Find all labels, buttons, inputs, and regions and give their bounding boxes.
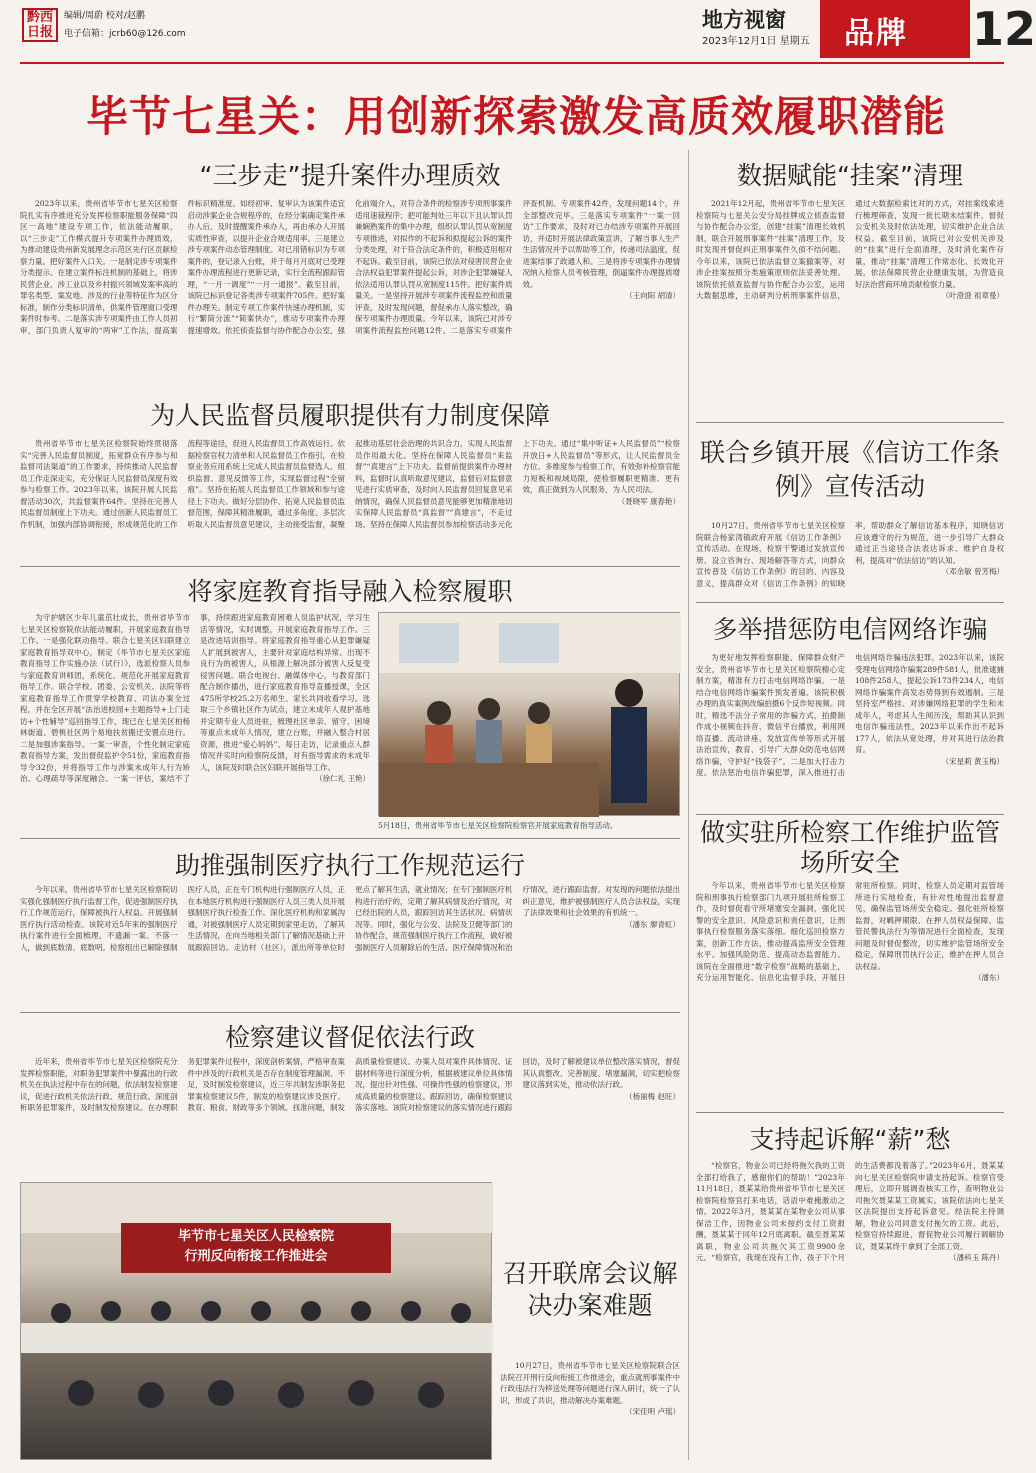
- newspaper-logo: [22, 8, 58, 42]
- article-body-data-case: [696, 198, 1004, 416]
- family-education-caption: 5月18日，贵州省毕节市七星关区检察院检察官开展家庭教育指导活动。: [378, 821, 618, 830]
- section-rule: [20, 838, 680, 839]
- article-title-data-case: 数据赋能“挂案”清理: [737, 161, 963, 190]
- family-education-photo: [378, 612, 680, 816]
- banner-line: 毕节市七星关区人民检察院: [177, 1229, 334, 1244]
- contact-email: 电子信箱：jcrb60@126.com: [64, 29, 186, 39]
- article-paragraph: “检察官，物业公司已经将拖欠我的工资全部打给我了，感谢你们的帮助！”2023年11月18日，聂某某给贵州省毕节市七星关区检察院检察官打来电话，话语中难掩激动之情。2022年3月，聂某某在某物业公司从事保洁工作，因物业公司未按约支付工资报酬，聂某某于同年12月底离职。截至聂某某离职，物业公司共拖欠其工资9900余元。“检察官，我现在没有工作，孩子下个月的生活费都没着落了。”2023年6月，聂某某向七星关区检察院申请支持起诉。检察官受理后，立即开展调查核实工作，查明物业公司拖欠聂某某工资属实。该院依法向七星关区法院提出支持起诉意见。经法院主持调解，物业公司同意支付拖欠的工资。此后，检察官持续跟进，督促物业公司履行调解协议，聂某某终于拿到了全部工资。: [696, 1161, 1004, 1262]
- article-body-joint-meeting: [500, 1360, 680, 1460]
- section-name: 地方视窗: [702, 8, 786, 32]
- article-paragraph: 为守护辖区少年儿童茁壮成长，贵州省毕节市七星关区检察院依法能动履职，开展家庭教育指导工作。一是强化联动指导。联合七星关区妇联建立家庭教育指导双中心，制定《毕节市七星关区家庭教育指导工作实施办法（试行）》，选派检察人员参与家庭教育讲师团，系统化、规范化开展家庭教育指导工作。联合学校、团委、公安机关、法院等将家庭教育指导工作贯穿学校教育、司法办案全过程，并在全区开展“法治进校园+主题指导+上门走访+个性辅导”巡回指导工作，现已在七星关区柏杨林街道、碧桃社区两个易地扶贫搬迁安置点进行。二是加强涉案指导。一案一审查，个性化制定家庭教育指导方案，发出督促监护令51份，家庭教育指导令32份，并将指导工作与涉案未成年人行为矫治、心理疏导等深度融合。一案一评估，案结不了事，持续跟进家庭教育困难人员监护状况，学习生活等情况，实时调整，开展家庭教育指导工作。三是改进培训指导。将家庭教育指导重心从犯罪嫌疑人扩展到被害人，主要针对家庭结构异常、出现不良行为的被害人，从根源上解决部分被害人反复受侵害问题。联合电视台、融媒体中心，与教育部门配合制作播出，进行家庭教育指导直播授课，全区475所学校25.2万名师生、家长共同收看学习。选取三个乡镇社区作为试点，建立未成年人观护基地并定期专业人员进驻，梳理社区单亲、留守、困境等重点未成年人情况，建立台账，并融入整合村居资源，推进“爱心妈妈”、每日走访，记录重点人群情况并实时向检察院反馈，对有指导需求的未成年人，该院及时联合区妇联开展指导工作。: [20, 613, 370, 783]
- article-title-petition: 联合乡镇开展《信访工作条例》宣传活动: [699, 438, 1000, 501]
- article-paragraph: 近年来，贵州省毕节市七星关区检察院充分发挥检察职能，对职务犯罪案件中暴露出的行政机关在执法过程中存在的问题，依法制发检察建议，促进行政机关依法行政、规范行政。深度剖析职务犯罪案件，及时制发检察建议。在办理职务犯罪案件过程中，深度剖析案情，严格审查案件中涉及的行政机关是否存在制度管理漏洞、不足，及时制发检察建议，近三年共制发涉职务犯罪案检察建议5件，制发的检察建议涉及医疗、教育、粮食、财政等多个领域。找准问题，制发高质量检察建议。办案人员对案件具体情况、证据材料等进行深度分析，根据被建议单位具体情况，提出针对性强、可操作性强的检察建议，形成高质量的检察建议。跟踪回访，确保检察建议落实落地。该院对检察建议的落实情况进行跟踪回访，及时了解被建议单位整改落实情况，督促其认真整改、完善制度、堵塞漏洞，切实把检察建议落到实处，推动依法行政。: [20, 1057, 680, 1112]
- article-byline: （叶澄澄 祖章曼）: [941, 291, 1004, 300]
- article-byline: （潘东 廖青虹）: [625, 919, 680, 929]
- section-rule: [696, 1112, 1004, 1113]
- header-rule: [20, 62, 1004, 64]
- banner-line: 行刑反向衔接工作推进会: [184, 1249, 328, 1264]
- section-rule: [20, 566, 680, 567]
- section-rule: [696, 602, 1004, 603]
- editor-credit: 编辑/周蔚 校对/赵鹏: [64, 11, 145, 21]
- article-title-three-steps: “三步走”提升案件办理质效: [199, 161, 501, 190]
- article-byline: （王向阳 胡清）: [625, 291, 680, 300]
- meeting-room-image: [21, 1183, 493, 1461]
- article-paragraph: 2023年以来，贵州省毕节市七星关区检察院扎实有序推进充分发挥检察职能服务保障“四区一高地”建设专项工作，依法能动履职，以“三步走”工作模式提升专项案件办理质效，为推动建设贵州新发展理念示范区先行区贡献检察力量。把好案件入口关。一是制定涉专项案件分类提示。在建立案件标注机制的基础上，将涉民营企业、涉工业以及乡村振兴领域发案率高的罪名类型、案发地、涉及的行业等特征作为区分标准，制作分类标识清单，供案件管理窗口受理案件时参考。二是落实涉专项案件由工作人员初审，部门负责人复审的“两审”工作法，提高案件标识精准度。如经初审、复审认为该案件适宜启动涉案企业合规程序的，在经分案确定案件承办人后，及时提醒案件承办人，再由承办人开展实质性审查，以提升企业合规适用率。三是建立涉专项案件动态管理制度。对已用错标识为专项案件的，登记录入台账，并于每月月底对已受理案件办理流程进行更新记录，实行全流程跟踪管理，“一月一调度”“一月一通报”。截至目前，该院已标识登记各类涉专项案件705件。把好案件办理关。制定专项工作案件快速办理机制，实行“繁简分流”“简案快办”，推动专项案件办理提速增效。依托侦查监督与协作配合办公室，强化前端介入，对符合条件的检察涉专项刑事案件适用速裁程序；把可能判处三年以下且认罪认罚兼娴熟案件的集中办理，组织认罪认罚从宽制度专项推进，对拟作的不起诉和拟提起公诉的案件分类处理，对于符合法定条件的，积极适用相对不起诉。截至目前，该院已依法对侵害民营企业合法权益犯罪案件提起公诉，对涉企犯罪嫌疑人依法适用认罪认罚从宽制度115件。把好案件质量关。一是坚持开展涉专项案件流程监控和质量评查，及时发现问题，督促承办人落实整改，确保专项案件办理质量。今年以来，该院已对涉专项案件流程监控问题12件。二是落实专项案件评查机制。专项案件42件，发现问题14个，并全部整改完毕。三是落实专项案件“一案一回访”工作要求，及时对已办结涉专项案件开展回访，并适时开展法律政策宣讲，了解当事人生产生活情况并予以帮助等工作，传递司法温度，促进案结事了政通人和。三是将涉专项案件办理情况纳入检察人员考核管理，倒逼案件办理提质增效。: [20, 199, 680, 335]
- article-byline: （邓余敏 曾芳梅）: [941, 567, 1004, 576]
- article-byline: （徐仁礼 王艳）: [315, 774, 370, 783]
- page-number: 12: [972, 2, 1036, 56]
- column-divider: [688, 150, 689, 1460]
- article-paragraph: 贵州省毕节市七星关区检察院始终贯彻落实“完善人民监督员制度，拓宽群众有序参与和监督司法渠道”的工作要求，持续推动人民监督员工作走深走实，充分保证人民监督员深度有效参与检察工作。2023年以来，该院开展人民监督活动30次，共监督案件64件。坚持在完善人民监督员制度上下功夫。通过创新人民监督员工作机制，加强内部协调衔接，形成规范化的工作流程等途径，促进人民监督员工作高效运行。依据检察官权力清单和人民监督员工作指引，在检察业务应用系统上完成人民监督员监督选人、组织监督、意见反馈等工作，实现监督过程“全留痕”。坚持在拓展人民监督员工作领域和参与途径上下功夫。做好分层协作、拓宽人民监督员监督范围，保障其精准履职，通过多角度、多层次听取人民监督员意见建议，主动接受监督，凝聚起推动基层社会治理的共识合力，实现人民监督员作用最大化。坚持在保障人民监督员“来监督”“真建言”上下功夫。监督前提供案件办理材料，监督时认真听取意见建议，监督后对监督意见进行实质审查，及时向人民监督员回复意见采纳情况，确保人民监督员意见能够更加精准地切实保障人民监督员“真监督”“真建言”，不走过场。坚持在保障人民监督员参加检察活动多元化上下功夫。通过“集中听证+人民监督员”“检察开放日+人民监督员”等形式，让人民监督员全方位、多维度参与检察工作，有效弥补检察官能力短板和视域局限，使检察履职更精准、更有效，真正做到为人民服务，为人民司法。: [20, 439, 680, 529]
- article-title-detention-center: 做实驻所检察工作维护监管场所安全: [699, 818, 1000, 877]
- article-body-wage-lawsuit: [696, 1160, 1004, 1460]
- article-byline: （宋星莉 黄玉梅）: [941, 756, 1004, 766]
- brand-label: 品牌: [844, 16, 908, 51]
- issue-date: 2023年12月1日 星期五: [702, 36, 810, 47]
- article-body-three-steps: [20, 198, 680, 382]
- section-rule: [696, 422, 1004, 423]
- article-title-people-supervisor: 为人民监督员履职提供有力制度保障: [149, 401, 550, 430]
- article-body-family-education: [20, 612, 370, 832]
- article-paragraph: 2021年12月起，贵州省毕节市七星关区检察院与七星关公安分局挂牌成立侦查监督与协作配合办公室，创建“挂案”清理长效机制，联合开展刑事案件“挂案”清理工作，及时发现并督促纠正刑事案件久侦不结问题。今年以来，该院已依法监督立案撤案等，对涉企挂案按照分类施策原则依法妥善处理。该院依托侦查监督与协作配合办公室，运用大数据思维，主动研判分析刑事案件信息，通过大数据检索比对的方式，对挂案线索进行梳理筛查，发现一批长期未结案件，督促公安机关及时依法处理，切实维护企业合法权益。截至目前，该院已对公安机关涉及的“挂案”进行全面清理，及时消化案件存量，推动“挂案”清理工作常态化、长效化开展，依法保障民营企业健康发展，为营造良好法治营商环境贡献检察力量。: [696, 199, 1004, 300]
- article-byline: （聂晓军 康春艳）: [617, 496, 680, 506]
- article-title-procuratorial-advice: 检察建议督促依法行政: [224, 1023, 475, 1052]
- article-body-procuratorial-advice: [20, 1056, 680, 1172]
- article-byline: （宋佳明 卢瑶）: [625, 1407, 680, 1416]
- article-title-compulsory-medical: 助推强制医疗执行工作规范运行: [174, 851, 525, 880]
- section-rule: [696, 814, 1004, 815]
- article-title-telecom-fraud: 多举措惩防电信网络诈骗: [712, 615, 988, 644]
- article-body-petition: [696, 520, 1004, 596]
- article-byline: （潘东）: [974, 973, 1004, 982]
- article-title-wage-lawsuit: 支持起诉解“薪”愁: [749, 1125, 951, 1154]
- article-byline: （杨丽梅 赵旺）: [625, 1091, 680, 1101]
- main-headline: 毕节七星关：用创新探索激发高质效履职潜能: [85, 92, 946, 141]
- meeting-banner-text: [121, 1227, 391, 1267]
- article-paragraph: 今年以来，贵州省毕节市七星关区检察院切实强化强制医疗执行监督工作，促进强制医疗执行工作规范运行，保障被执行人权益。开展强制医疗执行活动检查。该院对近5年来的强制医疗执行案件进行全面梳理，不遗漏一案、不落一人，做到底数清、底数明。检察组出已解除强制医疗人员，正在专门机构进行强制医疗人员，正在本地医疗机构进行强制医疗人员三类人员开展强制医疗执行检查工作。深化医疗机构和家属沟通，对被强制医疗人员定期到家里走访，了解其生活情况，在向当地相关部门了解情况基础上开展跟踪回访。走访村（社区），派出所等单位时更点了解其生活，就业情况；在专门强制医疗机构进行治疗的，定期了解其病情及治疗情况，对已经出院的人员，跟踪回访其生活状况、病情状况等。同时，强化与公安、法院及卫健等部门的协作配合，规范强制医疗执行工作流程，做好被强制医疗人员解除后的生活、医疗保障情况和治疗情况，进行跟踪监督。对发现的问题依法提出纠正意见，维护被强制医疗人员合法权益，实现了法律效果和社会效果的有机统一。: [20, 885, 680, 952]
- meeting-photo: [20, 1182, 492, 1460]
- article-paragraph: 今年以来，贵州省毕节市七星关区检察院和刑事执行检察部门九项开展驻所检察工作，及时督促看守所堵塞安全漏洞，强化民警的安全意识、风险意识和责任意识，让刑事执行检察服务落实落细。细化巡回检察方案，创新工作方法，推动提高监所安全管理水平。加强风险防范、提高动态监督能力。该院在全面推进“数字检察”战略的基础上，充分运用智能化、信息化监督手段，开展日常驻所检察。同时，检察人员定期对监管场所进行实地检查，有针对性地提出监督意见，确保监管场所安全稳定。强化驻所检察监督，对羁押期限、在押人员权益保障、监管民警执法行为等情况进行全面检查，发现问题及时督促整改，切实维护监管场所安全稳定，保障刑罚执行公正，维护在押人员合法权益。: [696, 881, 1004, 982]
- article-byline: （潘科玉 陈丹）: [949, 1253, 1004, 1262]
- article-paragraph: 10月27日，贵州省毕节市七星关区检察院联合杨家湾镇政府开展《信访工作条例》宣传活动。在现场，检察干警通过发放宣传册、设立咨询台、现场解答等方式，向群众宣传普及《信访工作条例》的目的、内容及意义，提高群众对《信访工作条例》的知晓率，帮助群众了解信访基本程序，知晓信访应该遵守的行为规范，进一步引导广大群众通过正当途径合法表达诉求、维护自身权利，提高对“依法信访”的认知。: [696, 521, 1004, 588]
- logo-text: 黔西日报: [26, 10, 53, 40]
- article-body-telecom-fraud: [696, 652, 1004, 810]
- article-paragraph: 为更好地发挥检察职能、保障群众财产安全，贵州省毕节市七星关区检察院精心定制方案，精准有力打击电信网络诈骗。一是结合电信网络诈骗案件预发普遍、该院积极办理的真实案例改编拍摄6个反诈短视频。同时，精选不法分子常用的诈骗方式，拍摄制作成小视频在抖音、微信平台播放，利用网络直播、流动讲座、发放宣传单等形式开展法治宣传，教育、引导广大群众防范电信网络诈骗，守护好“钱袋子”。二是加大打击力度。依法惩治电信诈骗犯罪，深入推进打击电信网络诈骗违法犯罪。2023年以来，该院受理电信网络诈骗案289件581人，批准逮捕108件258人，提起公诉173件234人，电信网络诈骗案件高发态势得到有效遏制。三是坚持室严格挂、对涉嫌网络犯罪的学生和未成年人，考虑其人生阅历浅，帮助其认识到电信诈骗违法性，2023年以来作出不起诉177人，依法从宽处理，并对其进行法治教育。: [696, 653, 1004, 777]
- article-title-joint-meeting: 召开联席会议解决办案难题: [502, 1259, 678, 1320]
- article-body-people-supervisor: [20, 438, 680, 562]
- classroom-scene-image: [379, 613, 681, 817]
- article-body-detention-center: [696, 880, 1004, 1108]
- article-body-compulsory-medical: [20, 884, 680, 1008]
- section-rule: [20, 1012, 680, 1013]
- article-title-family-education: 将家庭教育指导融入检察履职: [187, 577, 513, 606]
- article-paragraph: 10月27日，贵州省毕节市七星关区检察院联合区法院召开刑行反向衔接工作推进会，重点就刑事案件中行政违法行为移送处理等问题进行深入研讨，统一了认识，形成了共识，推动解决办案难题。: [500, 1361, 680, 1405]
